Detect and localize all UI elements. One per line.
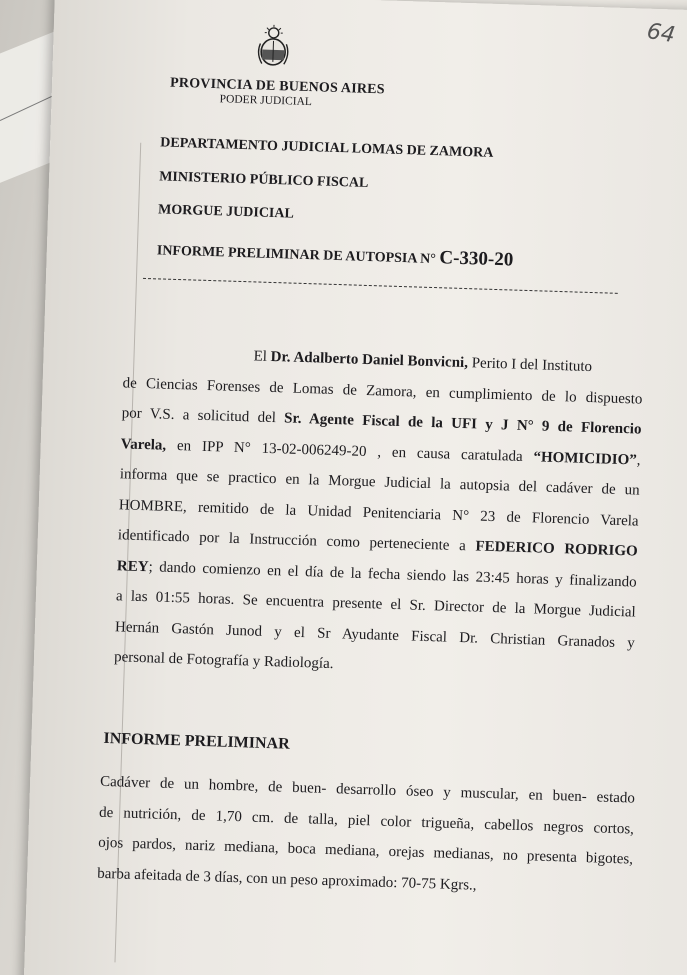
section-line: de nutrición, de 1,70 cm. de talla, piel color trigueña, cabellos negros cortos,: [98, 804, 635, 838]
body-line: a las 01:55 horas. Se encuentra presente el Sr. Director de la Morgue Judicial: [115, 588, 636, 621]
report-number: C-330-20: [439, 247, 514, 271]
coat-of-arms-icon: [256, 23, 291, 68]
section-line: barba afeitada de 3 días, con un peso aproximado: 70-75 Kgrs.,: [97, 865, 477, 894]
report-title: [157, 238, 514, 271]
section-title: INFORME PRELIMINAR: [103, 729, 290, 753]
section-line: Cadáver de un hombre, de buen- desarrollo óseo y muscular, en buen- estado: [99, 773, 636, 807]
body-line: Varela, en IPP N° 13-02-006249-20 , en causa caratulada “HOMICIDIO”,: [120, 435, 641, 469]
handwritten-page-number: 64: [645, 18, 677, 49]
body-line: Hernán Gastón Junod y el Sr Ayudante Fiscal Dr. Christian Granados y: [114, 618, 636, 652]
body-line: personal de Fotografía y Radiología.: [113, 649, 334, 673]
morgue-heading: MORGUE JUDICIAL: [157, 202, 295, 222]
body-line: HOMBRE, remitido de la Unidad Penitenciaria N° 23 de Florencio Varela: [118, 496, 639, 530]
body-line: identificado por la Instrucción como perteneciente a FEDERICO RODRIGO: [117, 527, 638, 560]
separator-dashes: [143, 278, 618, 294]
section-line: ojos pardos, nariz mediana, boca mediana, orejas medianas, no presenta bigotes,: [97, 834, 634, 868]
body-line: REY; dando comienzo en el día de la fecha siendo las 23:45 horas y finalizando: [116, 557, 637, 591]
section-paragraph: [97, 767, 636, 906]
letterhead-province: PROVINCIA DE BUENOS AIRES: [169, 75, 385, 98]
body-line: informa que se practico en la Morgue Judicial la autopsia del cadáver de un: [119, 466, 640, 499]
ministry-heading: MINISTERIO PÚBLICO FISCAL: [158, 169, 369, 191]
letterhead-branch: PODER JUDICIAL: [219, 93, 313, 109]
report-title-text: INFORME PRELIMINAR DE AUTOPSIA N°: [156, 243, 437, 268]
department-heading: DEPARTAMENTO JUDICIAL LOMAS DE ZAMORA: [160, 135, 494, 161]
body-line: de Ciencias Forenses de Lomas de Zamora, en cumplimiento de lo dispuesto: [122, 374, 643, 408]
body-paragraph: [114, 337, 644, 689]
body-line: El Dr. Adalberto Daniel Bonvicni, Perito I del Instituto: [253, 348, 593, 376]
body-line: por V.S. a solicitud del Sr. Agente Fiscal de la UFI y J N° 9 de Florencio: [121, 405, 642, 438]
report-page: [23, 0, 687, 975]
